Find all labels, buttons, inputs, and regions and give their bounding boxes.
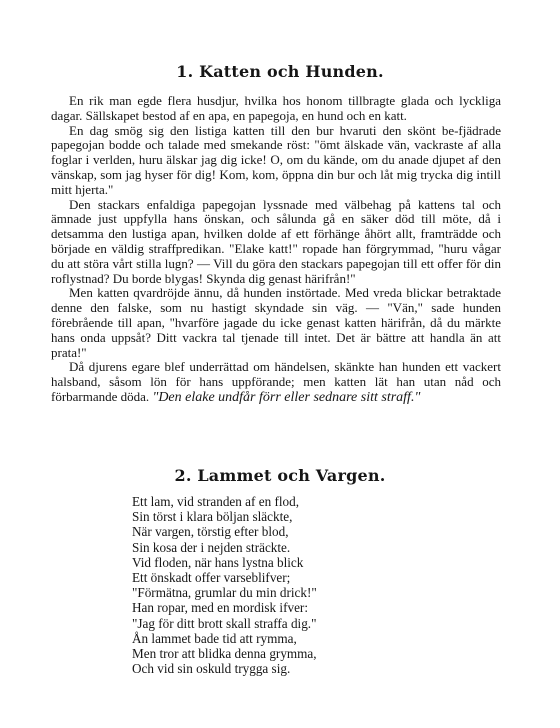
paragraph xyxy=(51,360,501,405)
paragraph: En rik man egde flera husdjur, hvilka hos honom tillbragte glada och lyckliga dagar. Sällskapet bestod af en apa, en papegoja, en hund och en katt. xyxy=(51,93,501,123)
fable-1-title: 1. Katten och Hunden. xyxy=(176,62,384,81)
fable-2-verse xyxy=(132,494,472,676)
verse-line: När vargen, törstig efter blod, xyxy=(132,524,289,540)
verse-line: Ett lam, vid stranden af en flod, xyxy=(132,494,299,509)
paragraph: Den stackars enfaldiga papegojan lyssnade med välbehag på kattens tal och ämnade just uppfylla hans önskan, och sålunda gå en säker död till möte, då i detsamma den lustiga apan, hvilken dolde af ett förhänge åhört allt, framträdde och började en väldig straffpredikan. "Elake katt!" ropade han förgrymmad, "huru vågar du att störa vårt stilla lugn? — Vill du göra den stackars papegojan till ett offer för din roflystnad? Du borde blygas! Skynda dig genast härifrån!" xyxy=(51,196,501,286)
verse-line: Och vid sin oskuld trygga sig. xyxy=(132,661,291,677)
verse-line: Ån lammet bade tid att rymma, xyxy=(132,630,297,646)
verse-line: Sin kosa der i nejden sträckte. xyxy=(132,539,291,555)
paragraph: En dag smög sig den listiga katten till den bur hvaruti den skönt be-fjädrade papegojan bodde och talade med smekande röst: "ömt älskade vän, vackraste af alla foglar i verlden, huru älskar jag dig icke! O, om du kände, om du anade djupet af den vänskap, som jag hyser för dig! Kom, kom, öppna din bur och låt mig trycka dig intill mitt hjerta." xyxy=(51,122,501,197)
verse-line: Vid floden, när hans lystna blick xyxy=(132,554,304,570)
fable-1-moral: "Den elake undfår förr eller sednare sitt straff." xyxy=(152,389,421,405)
verse-line: Men tror att blidka denna grymma, xyxy=(132,646,317,662)
verse-line: "Jag för ditt brott skall straffa dig." xyxy=(132,615,317,631)
paragraph-text: Då djurens egare blef underrättad om händelsen, skänkte han hunden ett vackert halsband, såsom lön för hans uppförande; men katten lät han utan nåd och förbarmande döda. xyxy=(51,359,501,404)
verse-line: Sin törst i klara böljan släckte, xyxy=(132,509,293,525)
fable-1-text xyxy=(51,94,501,406)
fable-2-title: 2. Lammet och Vargen. xyxy=(174,466,386,485)
verse-line: Ett önskadt offer varseblifver; xyxy=(132,570,291,586)
verse-line: Han ropar, med en mordisk ifver: xyxy=(132,600,308,616)
verse-line: "Förmätna, grumlar du min drick!" xyxy=(132,585,317,601)
paragraph: Men katten qvardröjde ännu, då hunden instörtade. Med vreda blickar betraktade denne den falske, som nu hastigt skyndade sin väg. — "Vän," sade hunden förebrående till apan, "hvarföre jagade du icke genast katten härifrån, då du märkte hans onda uppsåt? Ditt vackra tal tjenade till intet. Det är bättre att handla än att prata!" xyxy=(51,285,501,360)
